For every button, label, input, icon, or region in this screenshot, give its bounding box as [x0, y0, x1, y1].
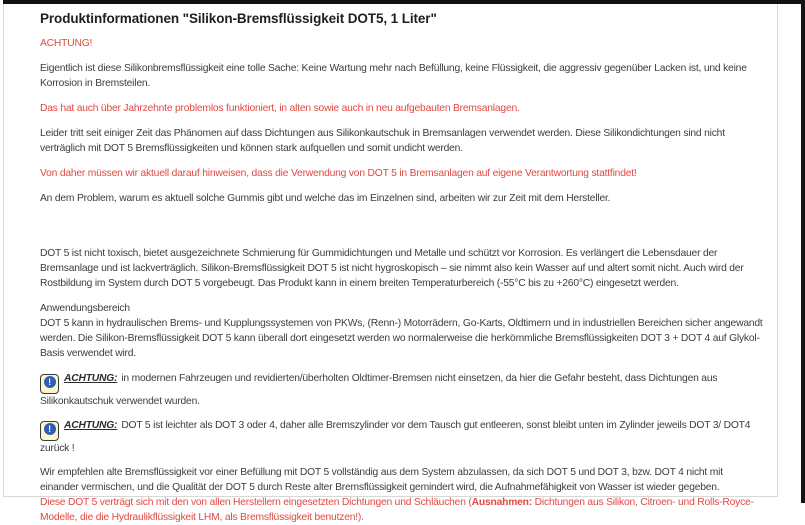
warning-label-2: ACHTUNG: — [64, 420, 118, 431]
paragraph-scope: DOT 5 kann in hydraulischen Brems- und Kupplungssystemen von PKWs, (Renn-) Motorrädern, Go-Karts, Oldtimern und in industriellen Bereichen sicher angewandt werden. Die Silikon-Bremsflüssigkeit DOT 5 kann überall dort eingesetzt werden wo normalerweise die herkömmliche Bremsflüssigkeiten DOT 3 + DOT 4 auf Glykol-Basis verwendet wird. — [40, 318, 763, 359]
product-description-panel — [3, 4, 778, 523]
paragraph-properties: DOT 5 ist nicht toxisch, bietet ausgezeichnete Schmierung für Gummidichtungen und Metalle und schützt vor Korrosion. Es verlängert die Lebensdauer der Bremsanlage und ist lackverträglich. Silikon-Bremsflüssigkeit DOT 5 ist nicht hygroskopisch – sie nimmt also kein Wasser auf und altert somit nicht. Auch wird der Rostbildung im System durch DOT 5 vorgebeugt. Das Produkt kann in einem breiten Temperaturbereich (-55°C bis zu +260°C) eingesetzt werden. — [40, 248, 744, 289]
paragraph-problem: An dem Problem, warum es aktuell solche Gummis gibt und welche das im Einzelnen sind, arbeiten wir zur Zeit mit dem Hersteller. — [40, 193, 611, 204]
exclamation-glyph: ! — [48, 377, 51, 388]
exceptions-bold-word: Ausnahmen: — [471, 497, 533, 508]
warning-icon — [40, 374, 59, 394]
warning-text-2: DOT 5 ist leichter als DOT 3 oder 4, daher alle Bremszylinder vor dem Tausch gut entleeren, sonst bleibt unten im Zylinder jeweils DOT 3/ DOT4 zurück ! — [40, 420, 751, 454]
window-right-edge — [801, 0, 805, 503]
warning-text-1: in modernen Fahrzeugen und revidierten/überholten Oldtimer-Bremsen nicht einsetzen, da hier die Gefahr besteht, dass Dichtungen aus Silikonkautschuk verwendet wurden. — [40, 373, 718, 407]
warning-icon-circle — [44, 376, 56, 388]
paragraph-decades: Das hat auch über Jahrzehnte problemlos funktioniert, in alten sowie auch in neu aufgebauten Bremsanlagen. — [40, 103, 520, 114]
warning-note-2 — [40, 418, 763, 456]
exceptions-text-pre: Diese DOT 5 verträgt sich mit den von allen Herstellern eingesetzten Dichtungen und Schläuchen ( — [40, 497, 472, 508]
warning-note-1 — [40, 371, 763, 409]
page-title: Produktinformationen "Silikon-Bremsflüssigkeit DOT5, 1 Liter" — [40, 11, 437, 26]
warning-label-1: ACHTUNG: — [64, 373, 118, 384]
attention-heading: ACHTUNG! — [40, 38, 93, 49]
paragraph-phenomenon: Leider tritt seit einiger Zeit das Phänomen auf dass Dichtungen aus Silikonkautschuk in Bremsanlagen verwendet werden. Diese Silikondichtungen sind nicht verträglich mit DOT 5 Bremsflüssigkeiten und können stark aufquellen und somit undicht werden. — [40, 128, 725, 154]
paragraph-recommendation: Wir empfehlen alte Bremsflüssigkeit vor einer Befüllung mit DOT 5 vollständig aus dem System abzulassen, da sich DOT 5 und DOT 3, bzw. DOT 4 nicht mit einander vermischen, und die Qualität der DOT 5 durch Reste alter Bremsflüssigkeit gemindert wird, die Aufnahmefähigkeit von Wasser ist wieder gegeben. — [40, 467, 723, 493]
section-spacer — [40, 216, 763, 246]
warning-icon-circle — [44, 423, 56, 435]
paragraph-disclaimer: Von daher müssen wir aktuell darauf hinweisen, dass die Verwendung von DOT 5 in Bremsanlagen auf eigene Verantwortung stattfindet! — [40, 168, 637, 179]
scope-heading: Anwendungsbereich — [40, 303, 130, 314]
paragraph-exceptions — [40, 495, 763, 525]
warning-icon — [40, 421, 59, 441]
paragraph-intro: Eigentlich ist diese Silikonbremsflüssigkeit eine tolle Sache: Keine Wartung mehr nach Befüllung, keine Flüssigkeit, die aggressiv gegenüber Lacken ist, und keine Korrosion in Bremsteilen. — [40, 63, 747, 89]
exceptions-text-post: Dichtungen aus Silikon, Citroen- und Rolls-Royce-Modelle, die die Hydraulikflüssigkeit LHM, als Bremsflüssigkeit benutzen!). — [40, 497, 754, 523]
exclamation-glyph: ! — [48, 424, 51, 435]
